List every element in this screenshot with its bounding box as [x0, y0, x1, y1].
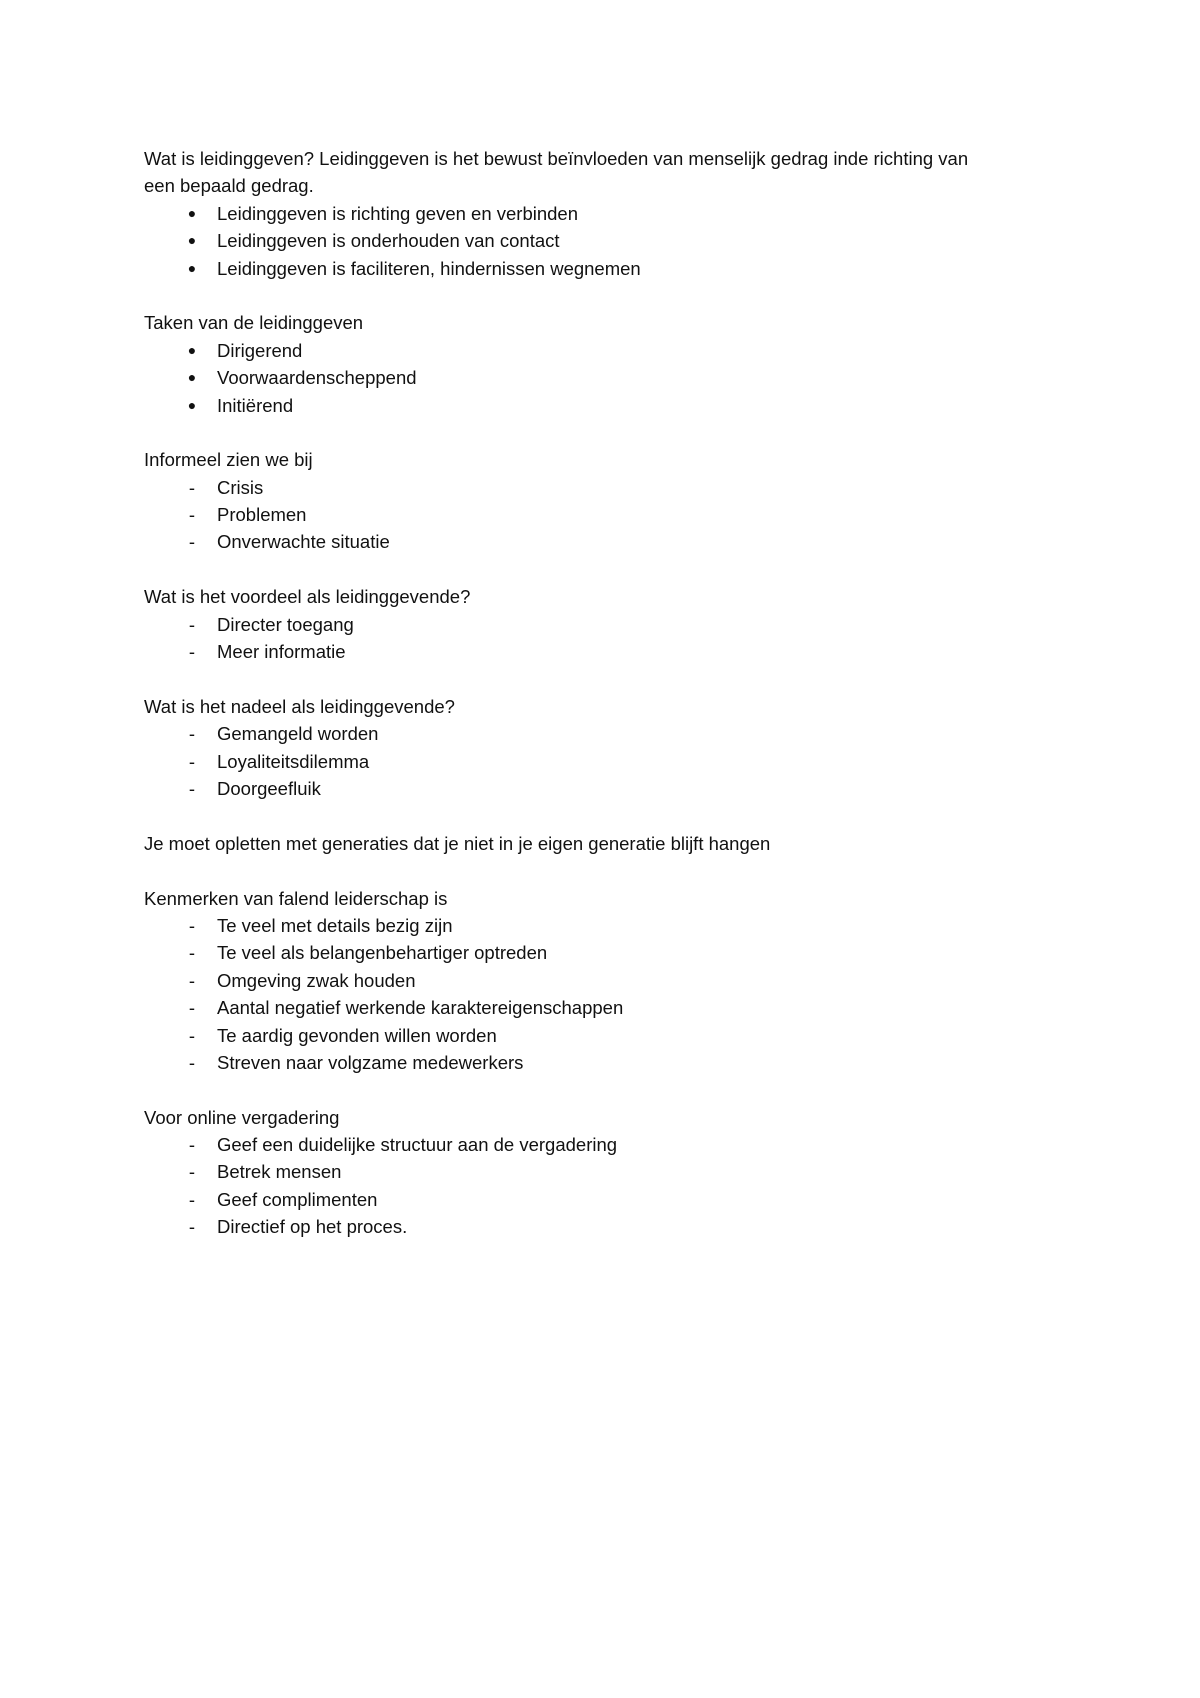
list-item-text: Gemangeld worden: [217, 723, 379, 745]
dash-marker: -: [188, 914, 196, 936]
intro-line-1: Wat is leidinggeven? Leidinggeven is het bewust beïnvloeden van menselijk gedrag inde richting van: [144, 148, 969, 169]
dash-marker: -: [188, 476, 196, 498]
bullet-marker: ●: [187, 396, 197, 413]
list-item-text: Te veel met details bezig zijn: [217, 914, 453, 936]
list-item-text: Meer informatie: [217, 641, 346, 663]
dash-marker: -: [188, 750, 196, 772]
list-item-text: Leidinggeven is faciliteren, hindernissen wegnemen: [217, 257, 641, 279]
document-body: [144, 145, 1064, 1241]
list-item-text: Onverwachte situatie: [217, 531, 390, 553]
list-item: [144, 775, 1064, 802]
list-item-text: Crisis: [217, 476, 264, 498]
intro-line-2: een bepaald gedrag.: [144, 175, 314, 197]
dash-marker: -: [188, 504, 196, 526]
spacer: [144, 665, 1064, 692]
spacer: [144, 282, 1064, 309]
list-item: [144, 1158, 1064, 1185]
spacer: [144, 419, 1064, 446]
list-item: [144, 939, 1064, 966]
section-heading-kenmerken: Kenmerken van falend leiderschap is: [144, 887, 448, 909]
list-item-text: Omgeving zwak houden: [217, 969, 416, 991]
list-item: [144, 1022, 1064, 1049]
spacer: [144, 857, 1064, 884]
spacer: [144, 556, 1064, 583]
list-item: [144, 255, 1064, 282]
list-item: [144, 638, 1064, 665]
list-item: [144, 337, 1064, 364]
dash-marker: -: [188, 723, 196, 745]
list-item-text: Leidinggeven is richting geven en verbinden: [217, 202, 579, 224]
list-item-text: Betrek mensen: [217, 1161, 342, 1183]
list-item-text: Te veel als belangenbehartiger optreden: [217, 942, 548, 964]
list-item-text: Directer toegang: [217, 613, 354, 635]
list-item: [144, 528, 1064, 555]
bullet-marker: ●: [187, 259, 197, 276]
dash-marker: -: [188, 1216, 196, 1238]
dash-marker: -: [188, 997, 196, 1019]
section-heading-voordeel: Wat is het voordeel als leidinggevende?: [144, 586, 471, 608]
list-item-text: Loyaliteitsdilemma: [217, 750, 370, 772]
dash-marker: -: [188, 942, 196, 964]
list-item: [144, 227, 1064, 254]
list-item: [144, 1213, 1064, 1240]
bullet-marker: ●: [187, 204, 197, 221]
list-item-text: Geef complimenten: [217, 1188, 378, 1210]
list-item: [144, 748, 1064, 775]
list-item: [144, 611, 1064, 638]
list-item: [144, 967, 1064, 994]
list-item-text: Te aardig gevonden willen worden: [217, 1024, 497, 1046]
list-item: [144, 501, 1064, 528]
section-heading-nadeel: Wat is het nadeel als leidinggevende?: [144, 695, 455, 717]
dash-marker: -: [188, 1134, 196, 1156]
list-item: [144, 1186, 1064, 1213]
dash-marker: -: [188, 1188, 196, 1210]
dash-marker: -: [188, 777, 196, 799]
list-item: [144, 364, 1064, 391]
list-item: [144, 1131, 1064, 1158]
list-item-text: Voorwaardenscheppend: [217, 367, 417, 389]
dash-marker: -: [188, 1161, 196, 1183]
section-heading-online: Voor online vergadering: [144, 1106, 340, 1128]
bullet-marker: ●: [187, 341, 197, 358]
list-item-text: Initiërend: [217, 394, 294, 416]
dash-marker: -: [188, 613, 196, 635]
list-item: [144, 474, 1064, 501]
dash-marker: -: [188, 531, 196, 553]
list-item-text: Geef een duidelijke structuur aan de vergadering: [217, 1134, 618, 1156]
list-item: [144, 720, 1064, 747]
section-heading-informeel: Informeel zien we bij: [144, 449, 313, 471]
dash-marker: -: [188, 641, 196, 663]
section-heading-taken: Taken van de leidinggeven: [144, 312, 364, 334]
list-item-text: Leidinggeven is onderhouden van contact: [217, 230, 560, 252]
dash-marker: -: [188, 1024, 196, 1046]
list-item-text: Streven naar volgzame medewerkers: [217, 1051, 524, 1073]
spacer: [144, 1076, 1064, 1103]
dash-marker: -: [188, 969, 196, 991]
bullet-marker: ●: [187, 369, 197, 386]
dash-marker: -: [188, 1051, 196, 1073]
list-item-text: Dirigerend: [217, 339, 303, 361]
spacer: [144, 802, 1064, 829]
list-item: [144, 912, 1064, 939]
list-item-text: Problemen: [217, 504, 307, 526]
bullet-marker: ●: [187, 232, 197, 249]
list-item: [144, 1049, 1064, 1076]
list-item: [144, 392, 1064, 419]
list-item-text: Directief op het proces.: [217, 1216, 408, 1238]
list-item: [144, 200, 1064, 227]
list-item-text: Doorgeefluik: [217, 777, 321, 799]
list-item: [144, 994, 1064, 1021]
paragraph-generaties: Je moet opletten met generaties dat je niet in je eigen generatie blijft hangen: [144, 832, 771, 854]
list-item-text: Aantal negatief werkende karaktereigenschappen: [217, 997, 624, 1019]
